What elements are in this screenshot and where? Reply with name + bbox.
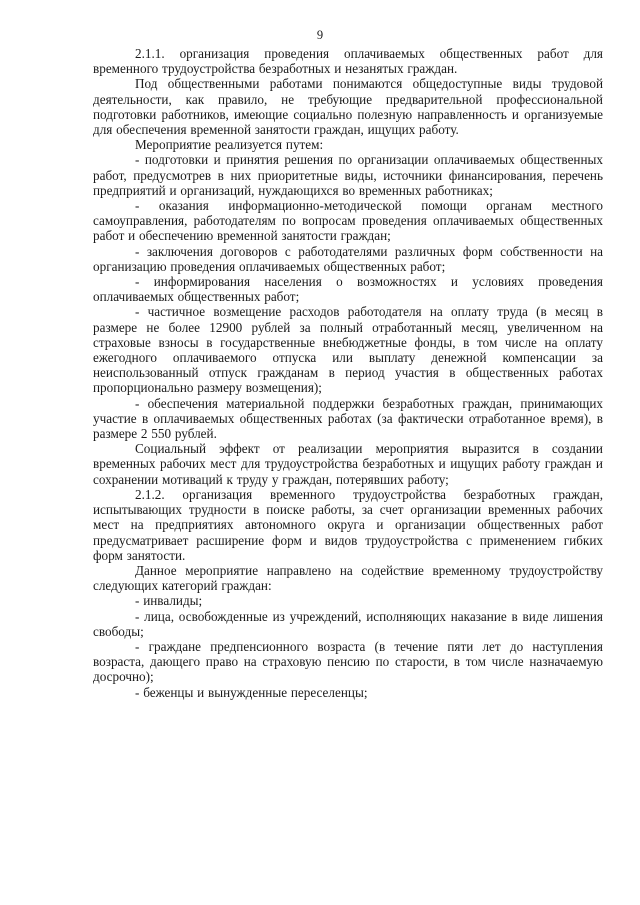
list-item-contracts: - заключения договоров с работодателями различных форм собственности на организацию проведения оплачиваемых общественных работ; [93,243,603,274]
list-item-informing: - информирования населения о возможностях и условиях проведения оплачиваемых общественных работ; [93,274,603,305]
paragraph-categories-intro: Данное мероприятие направлено на содействие временному трудоустройству следующих категорий граждан: [93,562,603,594]
document-body [93,46,603,700]
list-item-material-support: - обеспечения материальной поддержки безработных граждан, принимающих участие в оплачиваемых общественных работах (за фактически отработанное время), в размере 2 550 рублей. [93,395,603,442]
list-item-methodical-help: - оказания информационно-методической помощи органам местного самоуправления, работодателям по вопросам проведения оплачиваемых общественных работ и обеспечению временной занятости граждан; [93,198,603,244]
page-number: 9 [316,28,324,42]
paragraph-social-effect: Социальный эффект от реализации мероприятия выразится в создании временных рабочих мест для трудоустройства безработных и ищущих работу граждан и сохранении мотиваций к труду у граждан, потерявших работу; [93,441,603,487]
paragraph-2-1-1-heading: 2.1.1. организация проведения оплачиваемых общественных работ для временного трудоустройства безработных и незанятых граждан. [93,46,603,77]
paragraph-definition: Под общественными работами понимаются общедоступные виды трудовой деятельности, как правило, не требующие предварительной профессиональной подготовки работников, имеющие социально полезную направленность и организуемые для обеспечения временной занятости граждан, ищущих работу. [93,76,603,138]
list-item-disabled: - инвалиды; [135,593,203,609]
list-item-pre-pension: - граждане предпенсионного возраста (в течение пяти лет до наступления возраста, дающего право на страховую пенсию по старости, в том числе назначаемую досрочно); [93,638,603,685]
paragraph-implementation-intro: Мероприятие реализуется путем: [135,137,324,153]
list-item-preparation: - подготовки и принятия решения по организации оплачиваемых общественных работ, предусмотрев в них приоритетные виды, источники финансирования, перечень предприятий и организаций, нуждающихся во временных работниках; [93,152,603,198]
list-item-refugees: - беженцы и вынужденные переселенцы; [135,684,368,700]
paragraph-2-1-2-heading: 2.1.2. организация временного трудоустройства безработных граждан, испытывающих трудности в поиске работы, за счет организации временных рабочих мест на предприятиях автономного округа и организации общественных работ предусматривает расширение форм и видов трудоустройства с применением гибких форм занятости. [93,486,603,563]
list-item-released-persons: - лица, освобожденные из учреждений, исполняющих наказание в виде лишения свободы; [93,608,603,639]
list-item-reimbursement: - частичное возмещение расходов работодателя на оплату труда (в месяц в размере не более 12900 рублей за полный отработанный месяц, увеличенном на страховые взносы в государственные внебюджетные фонды, в том числе на оплату ежегодного оплачиваемого отпуска или выплату денежной компенсации за неиспользованный отпуск гражданам в период участия в общественных работах пропорционально размеру возмещения); [93,304,603,396]
